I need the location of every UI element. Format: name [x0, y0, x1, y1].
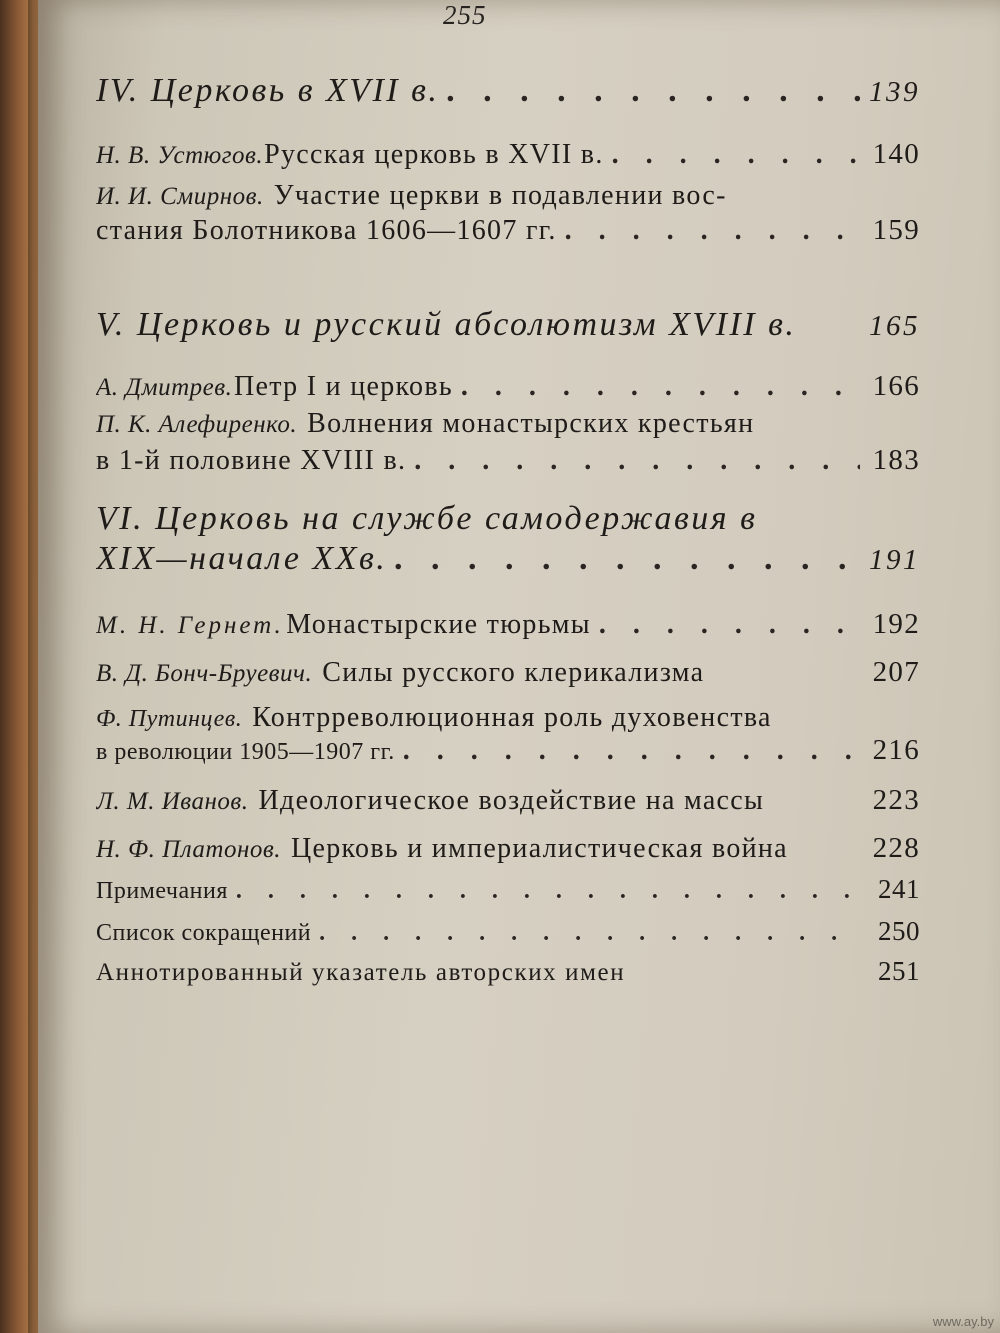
- entry-author: Н. В. Устюгов.: [96, 142, 264, 169]
- toc-entry: [96, 180, 920, 247]
- toc-entry: [96, 702, 920, 767]
- leader-dots: [453, 371, 860, 403]
- toc-entry: [96, 832, 920, 865]
- entry-author: М. Н. Гернет.: [96, 612, 284, 639]
- page-ref: 139: [869, 76, 920, 108]
- entry-title-line2: в 1-й половине XVIII в.: [96, 445, 407, 476]
- leader-dots: [406, 445, 860, 477]
- appendix-title: Список сокращений: [96, 920, 312, 946]
- book-page: [38, 0, 1000, 1333]
- section-title-line2: XIX—начале XXв.: [96, 540, 388, 577]
- toc-appendix: [96, 916, 920, 947]
- page-ref: 250: [878, 916, 920, 946]
- entry-author: И. И. Смирнов.: [96, 183, 264, 210]
- entry-title-line2: в революции 1905—1907 гг.: [96, 739, 395, 765]
- page-ref: 207: [872, 656, 920, 688]
- entry-author: Л. М. Иванов.: [96, 788, 249, 815]
- leader-dots: [387, 540, 860, 578]
- appendix-title: Примечания: [96, 878, 228, 904]
- page-number: 255: [443, 0, 487, 30]
- entry-title: Русская церковь в XVII в.: [264, 139, 604, 170]
- page-ref: 228: [872, 832, 920, 864]
- toc-section-v: [96, 306, 920, 344]
- entry-title: Монастырские тюрьмы: [286, 609, 591, 640]
- page-ref: 191: [869, 544, 920, 576]
- toc-entry: [96, 608, 920, 641]
- toc-appendix: [96, 874, 920, 905]
- page-ref: 192: [872, 608, 920, 640]
- entry-author: А. Дмитрев.: [96, 374, 233, 401]
- toc-appendix: [96, 956, 920, 987]
- toc-entry: [96, 784, 920, 817]
- entry-title: Силы русского клерикализма: [322, 657, 705, 688]
- entry-author: Ф. Путинцев.: [96, 706, 243, 732]
- leader-dots: [311, 920, 860, 947]
- page-ref: 159: [872, 214, 920, 246]
- toc-section-vi: [96, 500, 920, 578]
- leader-dots: [439, 72, 860, 110]
- section-title: IV. Церковь в XVII в.: [96, 72, 440, 109]
- leader-dots: [557, 215, 860, 247]
- entry-title: Идеологическое воздействие на массы: [258, 785, 765, 816]
- toc-entry: [96, 656, 920, 689]
- page-ref: 166: [872, 370, 920, 402]
- section-title: V. Церковь и русский абсолютизм XVIII в.: [96, 306, 797, 343]
- page-ref: 216: [872, 734, 920, 766]
- appendix-title: Аннотированный указатель авторских имен: [96, 959, 626, 986]
- watermark: www.ay.by: [932, 1314, 994, 1329]
- leader-dots: [395, 735, 860, 767]
- leader-dots: [591, 609, 860, 641]
- entry-author: П. К. Алефиренко.: [96, 411, 298, 438]
- toc-section-iv: [96, 72, 920, 110]
- entry-title-line2: стания Болотникова 1606—1607 гг.: [96, 215, 557, 246]
- leader-dots: [604, 139, 860, 171]
- page-ref: 251: [878, 956, 920, 986]
- leader-dots: [228, 878, 860, 905]
- page-ref: 165: [869, 310, 920, 342]
- entry-title: Петр I и церковь: [234, 371, 453, 402]
- entry-title-line1: Волнения монастырских крестьян: [307, 408, 755, 439]
- toc-entry: [96, 370, 920, 403]
- entry-author: Н. Ф. Платонов.: [96, 836, 281, 863]
- toc-entry: [96, 408, 920, 477]
- section-title-line1: VI. Церковь на службе самодержавия в: [96, 500, 758, 537]
- page-ref: 183: [872, 444, 920, 476]
- toc-entry: [96, 138, 920, 171]
- entry-title-line1: Контрреволюционная роль духовенства: [252, 702, 772, 733]
- entry-title: Церковь и империалистическая война: [290, 833, 788, 864]
- entry-title-line1: Участие церкви в подавлении вос-: [273, 180, 727, 211]
- entry-author: В. Д. Бонч-Бруевич.: [96, 660, 313, 687]
- page-ref: 241: [878, 874, 920, 904]
- page-ref: 223: [872, 784, 920, 816]
- page-ref: 140: [872, 138, 920, 170]
